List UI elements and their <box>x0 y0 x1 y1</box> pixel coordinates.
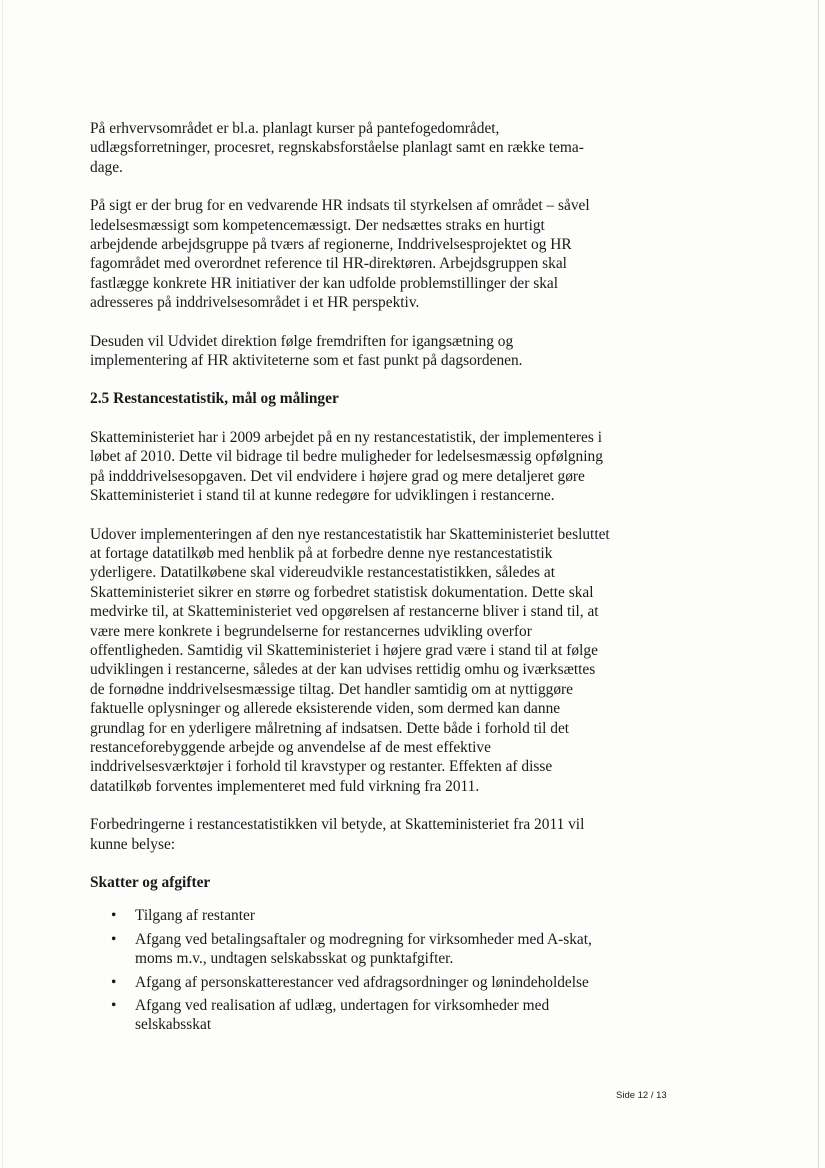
bullet-list <box>90 906 610 1034</box>
section-heading: 2.5 Restancestatistik, mål og målinger <box>90 390 339 408</box>
list-item <box>111 930 610 969</box>
document-body <box>90 119 610 1039</box>
bullet-icon: • <box>111 997 117 1015</box>
paragraph: På sigt er der brug for en vedvarende HR indsats til styrkelsen af området – såvel ledelsesmæssigt som kompetencemæssigt. Der nedsættes straks en hurtigt arbejdende arbejdsgruppe på tværs af regionerne, Inddrivelsesprojektet og HR fagområdet med overordnet reference til HR-direktøren. Arbejdsgruppen skal fastlægge konkrete HR initiativer der kan udfolde problemstillinger der skal adresseres på inddrivelsesområdet i et HR perspektiv. <box>90 197 590 312</box>
bullet-icon: • <box>111 907 117 925</box>
paragraph: Skatteministeriet har i 2009 arbejdet på en ny restancestatistik, der implementeres i løbet af 2010. Dette vil bidrage til bedre muligheder for ledelsesmæssig opfølgning på indddrivelsesopgaven. Det vil endvidere i højere grad og mere detaljeret gøre Skatteministeriet i stand til at kunne redegøre for udviklingen i restancerne. <box>90 428 603 505</box>
list-item-text: Afgang ved realisation af udlæg, undertagen for virksomheder med selskabsskat <box>135 997 550 1034</box>
bullet-icon: • <box>111 930 117 948</box>
list-item-text: Afgang ved betalingsaftaler og modregning for virksomheder med A-skat, moms m.v., undtagen selskabsskat og punktafgifter. <box>135 930 592 968</box>
paragraph: Forbedringerne i restancestatistikken vil betyde, at Skatteministeriet fra 2011 vil kunne belyse: <box>90 816 585 853</box>
scan-edge-left <box>2 0 3 1168</box>
bullet-icon: • <box>111 973 117 991</box>
page-number: Side 12 / 13 <box>616 1090 667 1101</box>
list-item-text: Tilgang af restanter <box>135 907 255 925</box>
scan-edge-right <box>818 0 819 1168</box>
paragraph: Udover implementeringen af den nye restancestatistik har Skatteministeriet besluttet at fortage datatilkøb med henblik på at forbedre denne nye restancestatistik yderligere. Datatilkøbene skal videreudvikle restancestatistikken, således at Skatteministeriet sikrer en større og forbedret statistisk dokumentation. Dette skal medvirke til, at Skatteministeriet ved opgørelsen af restancerne bliver i stand til, at være mere konkrete i begrundelserne for restancernes udvikling overfor offentligheden. Samtidig vil Skatteministeriet i højere grad være i stand til at følge udviklingen i restancerne, således at der kan udvises rettidig omhu og iværksættes de fornødne inddrivelsesmæssige tiltag. Det handler samtidig om at nyttiggøre faktuelle oplysninger og allerede eksisterende viden, som dermed kan danne grundlag for en yderligere målretning af indsatsen. Dette både i forhold til det restanceforebyggende arbejde og anvendelse af de mest effektive inddrivelsesværktøjer i forhold til kravstyper og restanter. Effekten af disse datatilkøb forventes implementeret med fuld virkning fra 2011. <box>90 525 610 795</box>
list-item <box>111 973 610 992</box>
list-item <box>111 906 610 925</box>
list-item <box>111 996 610 1035</box>
subheading: Skatter og afgifter <box>90 874 211 891</box>
list-item-text: Afgang af personskatterestancer ved afdragsordninger og lønindeholdelse <box>135 973 589 991</box>
paragraph: Desuden vil Udvidet direktion følge fremdriften for igangsætning og implementering af HR aktiviteterne som et fast punkt på dagsordenen. <box>90 332 523 370</box>
paragraph: På erhvervsområdet er bl.a. planlagt kurser på pantefogedområdet, udlægsforretninger, procesret, regnskabsforståelse planlagt samt en række tema-dage. <box>90 120 584 176</box>
